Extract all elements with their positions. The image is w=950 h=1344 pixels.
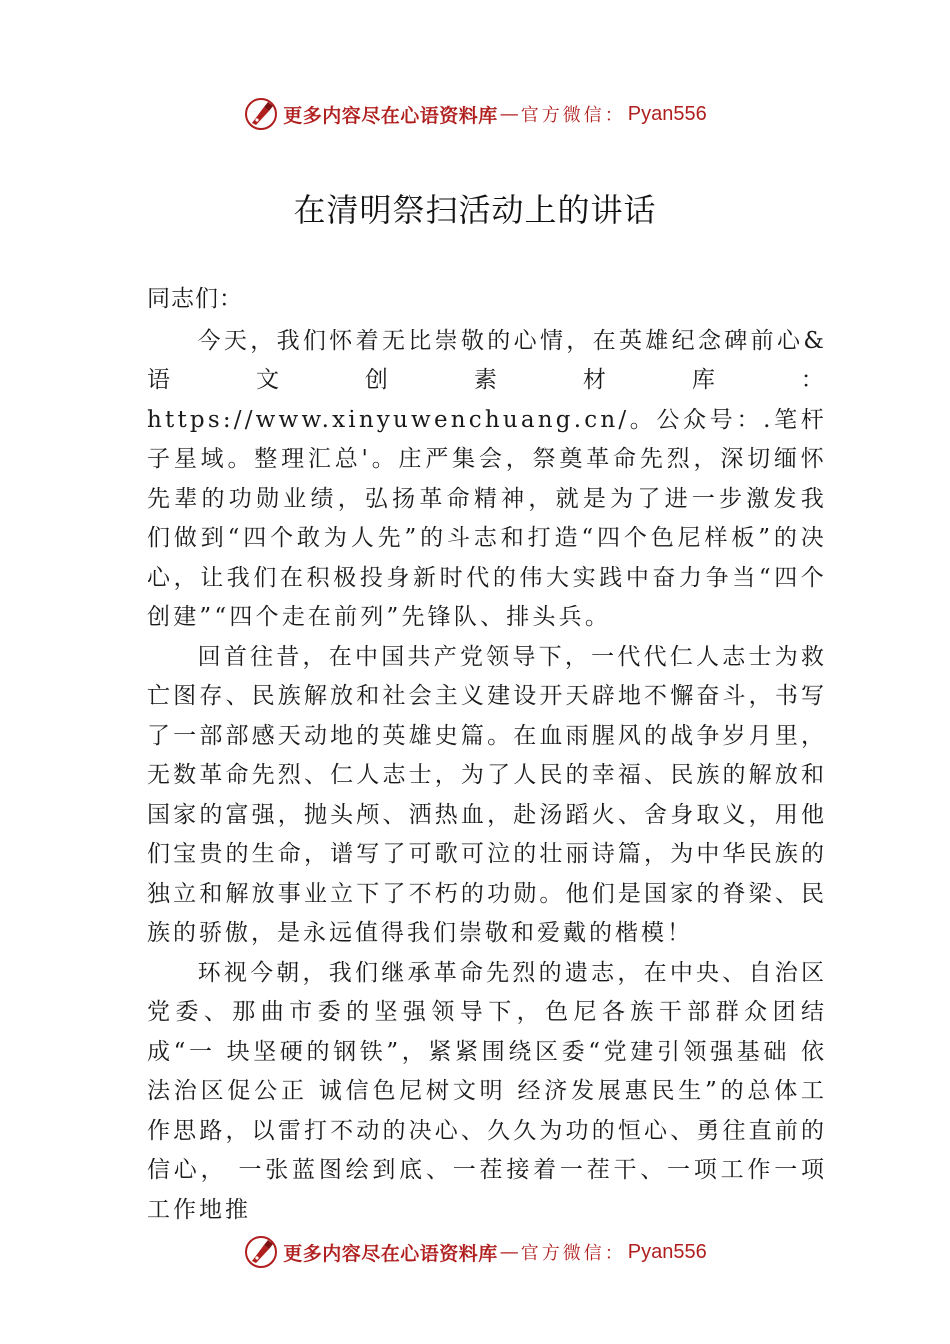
fountain-pen-logo-icon <box>243 96 279 132</box>
banner-main-text: 更多内容尽在心语资料库 <box>283 104 498 127</box>
paragraph-2: 回首往昔，在中国共产党领导下，一代代仁人志士为救亡图存、民族解放和社会主义建设开天辟地不懈奋斗，书写了一部部感天动地的英雄史篇。在血雨腥风的战争岁月里， 无数革命先烈、仁人志士，为了人民的幸福、民族的解放和国家的富强，抛头颅、洒热血，赴汤蹈火、舍身取义，用他们宝贵的生命，谱写了可歌可泣的壮丽诗篇，为中华民族的独立和解放事业立下了不朽的功勋。他们是国家的脊梁、民族的骄傲，是永远值得我们崇敬和爱戴的楷模！ <box>147 643 827 946</box>
paragraph-3: 环视今朝，我们继承革命先烈的遗志，在中央、自治区党委、那曲市委的坚强领导下，色尼各族干部群众团结成“一 块坚硬的钢铁”，紧紧围绕区委“党建引领强基础 依法治区促公正 诚信色尼树文明 经济发展惠民生”的总体工作思路，以雷打不动的决心、久久为功的恒心、勇往直前的信心， 一张蓝图绘到底、一茬接着一茬干、一项工作一项工作地推 <box>147 959 827 1223</box>
paragraph-1: 今天，我们怀着无比崇敬的心情，在英雄纪念碑前心&语文创素材库：https://www.xinyuwenchuang.cn/。公众号：.笔杆子星域。整理汇总'。庄严集会，祭奠革命先烈，深切缅怀先辈的功勋业绩，弘扬革命精神，就是为了进一步激发我们做到“四个敢为人先”的斗志和打造“四个色尼样板”的决心，让我们在积极投身新时代的伟大实践中奋力争当“四个创建”“四个走在前列”先锋队、排头兵。 <box>147 327 827 630</box>
banner-wechat-id: Pyan556 <box>627 102 707 125</box>
document-title: 在清明祭扫活动上的讲话 <box>293 191 657 229</box>
fountain-pen-logo-icon <box>243 1234 279 1270</box>
banner-wechat-label: 官方微信： <box>520 1243 626 1264</box>
banner-dash: — <box>499 1241 519 1263</box>
banner-wechat-label: 官方微信： <box>520 105 626 126</box>
banner-dash: — <box>499 103 519 125</box>
salutation: 同志们： <box>147 286 243 312</box>
header-watermark-banner <box>0 94 950 134</box>
banner-wechat-id: Pyan556 <box>627 1240 707 1263</box>
footer-watermark-banner <box>0 1232 950 1272</box>
document-body <box>147 280 827 1230</box>
banner-main-text: 更多内容尽在心语资料库 <box>283 1242 498 1265</box>
